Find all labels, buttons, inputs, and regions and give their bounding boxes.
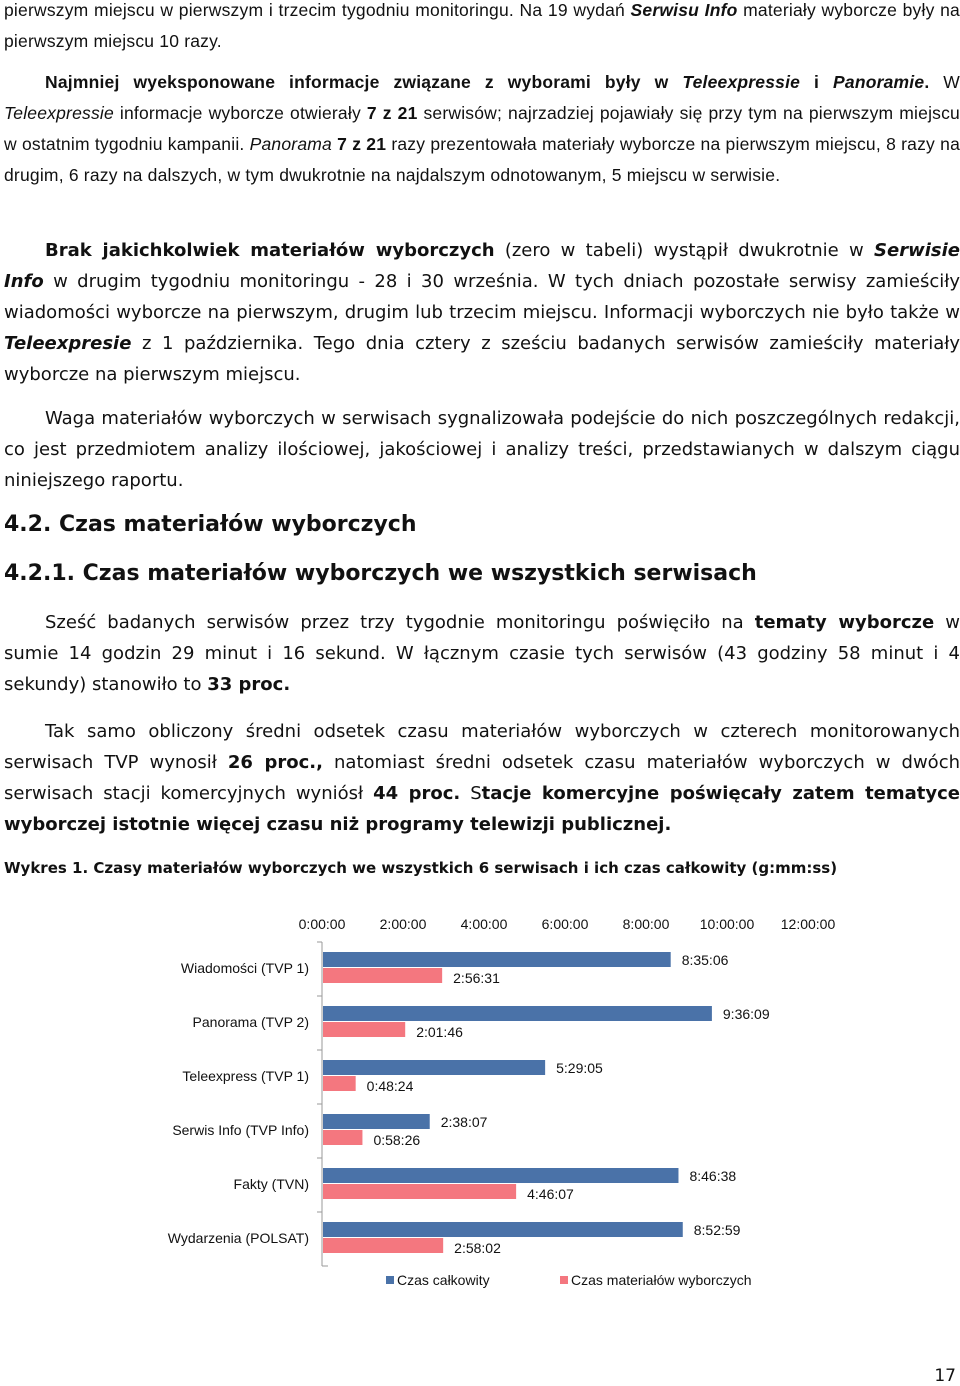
service-name: Serwisie Info: [4, 240, 960, 292]
text: Najmniej wyeksponowane informacje związane z wyborami były w: [45, 72, 683, 92]
bar-chart: [0, 900, 960, 1310]
bar-label-total: 8:46:38: [689, 1168, 737, 1184]
caption-text: Czasy materiałów wyborczych we wszystkich 6 serwisach i ich czas całkowity (g:mm:ss): [88, 859, 838, 877]
bar-label-total: 2:38:07: [440, 1114, 488, 1130]
x-tick-label: 6:00:00: [541, 916, 589, 932]
paragraph-2: [4, 67, 960, 191]
percentage: 26 proc.,: [227, 752, 323, 773]
chart: [0, 900, 960, 1310]
text: tacje komercyjne poświęcały zatem tematyce wyborczej istotnie więcej czasu niż programy telewizji publicznej.: [4, 783, 960, 835]
bar-label-total: 9:36:09: [722, 1006, 770, 1022]
category-label: Fakty (TVN): [233, 1176, 309, 1192]
category-label: Wydarzenia (POLSAT): [167, 1230, 309, 1246]
section-heading: 4.2. Czas materiałów wyborczych: [4, 512, 417, 537]
legend-swatch-total: [386, 1276, 394, 1284]
text: w drugim tygodniu monitoringu - 28 i 30 września.: [43, 271, 548, 292]
service-name: Panorama: [249, 134, 332, 154]
service-name: Teleexpresie: [4, 333, 132, 354]
percentage: 44 proc.: [373, 783, 461, 804]
percentage: 33 proc.: [207, 674, 291, 695]
text: (zero w tabeli) wystąpił dwukrotnie w: [494, 240, 875, 261]
bar-label-total: 8:52:59: [693, 1222, 741, 1238]
paragraph-6: [4, 716, 960, 840]
x-tick-label: 10:00:00: [699, 916, 755, 932]
x-tick-label: 8:00:00: [622, 916, 670, 932]
text: Brak jakichkolwiek materiałów wyborczych: [45, 240, 495, 261]
category-label: Teleexpress (TVP 1): [182, 1068, 309, 1084]
service-name: Teleexpressie: [682, 72, 801, 92]
bar-label-election: 4:46:07: [527, 1186, 574, 1202]
x-tick-label: 0:00:00: [298, 916, 346, 932]
bar-label-total: 5:29:05: [556, 1060, 603, 1076]
text: razy prezentowała materiały wyborcze na pierwszym miejscu, 8 razy na drugim, 6 razy na dalszych, w tym dwukrotnie na najdalszym odnotowanym, 5 miejscu w serwisie.: [4, 134, 960, 185]
bar-total-time: [323, 1060, 545, 1075]
legend-swatch-election: [560, 1276, 568, 1284]
text: Waga materiałów wyborczych w serwisach sygnalizowała podejście do nich poszczególnych redakcji, co jest przedmiotem analizy ilościowej, jakościowej i analizy treści, przedstawianych w dalszym ciągu niniejszego raportu.: [4, 408, 960, 491]
chart-caption: [4, 859, 837, 877]
x-tick-label: 4:00:00: [460, 916, 508, 932]
bar-label-total: 8:35:06: [681, 952, 729, 968]
bar-election-time: [323, 1184, 516, 1199]
bar-election-time: [323, 1238, 443, 1253]
bar-total-time: [323, 1168, 678, 1183]
text: S: [460, 783, 482, 804]
service-name: Panoramie: [833, 72, 925, 92]
legend-label-total: Czas całkowity: [397, 1272, 490, 1288]
paragraph-1: [4, 0, 960, 57]
paragraph-5: [4, 607, 960, 700]
service-name: Teleexpressie: [4, 103, 114, 123]
bar-total-time: [323, 1222, 683, 1237]
text: .: [924, 72, 930, 92]
bar-election-time: [323, 1022, 405, 1037]
text: pierwszym miejscu w pierwszym i trzecim tygodniu monitoringu. Na 19 wydań: [4, 0, 631, 20]
bar-total-time: [323, 952, 671, 967]
text: Sześć badanych serwisów przez trzy tygodnie monitoringu poświęciło na: [45, 612, 755, 633]
count: 7 z 21: [366, 103, 418, 123]
bar-label-election: 2:58:02: [454, 1240, 501, 1256]
bar-election-time: [323, 968, 442, 983]
bar-election-time: [323, 1130, 362, 1145]
bar-label-election: 0:48:24: [366, 1078, 414, 1094]
caption-prefix: Wykres 1.: [4, 859, 89, 877]
paragraph-4: [4, 403, 960, 496]
text: w sumie 14 godzin 29 minut i 16 sekund. W łącznym czasie tych serwisów (43 godziny 58 minut i 4 sekundy) stanowiło to: [4, 612, 960, 695]
text: W: [929, 72, 960, 92]
text: informacje wyborcze otwierały: [113, 103, 367, 123]
text: z 1 października. Tego dnia cztery z sześciu badanych serwisów zamieściły materiały wyborcze na pierwszym miejscu.: [4, 333, 960, 385]
bar-label-election: 2:01:46: [416, 1024, 463, 1040]
text: Tak samo obliczony średni odsetek czasu materiałów wyborczych w czterech monitorowanych serwisach TVP wynosił: [4, 721, 960, 773]
text: materiały wyborcze były na pierwszym miejscu 10 razy.: [4, 0, 960, 51]
x-tick-label: 12:00:00: [780, 916, 836, 932]
text: i: [800, 72, 834, 92]
text: W tych dniach pozostałe serwisy zamieściły wiadomości wyborcze na pierwszym, drugim lub trzecim miejscu. Informacji wyborczych nie było także w: [4, 271, 960, 323]
category-label: Serwis Info (TVP Info): [172, 1122, 309, 1138]
page-number: 17: [934, 1366, 956, 1386]
count: 7 z 21: [337, 134, 387, 154]
text: serwisów; najrzadziej pojawiały się przy tym na pierwszym miejscu w ostatnim tygodniu kampanii.: [4, 103, 960, 154]
x-tick-label: 2:00:00: [379, 916, 427, 932]
bar-label-election: 0:58:26: [373, 1132, 421, 1148]
service-name: Serwisu Info: [630, 0, 738, 20]
bar-total-time: [323, 1006, 712, 1021]
bar-label-election: 2:56:31: [453, 970, 500, 986]
legend-label-election: Czas materiałów wyborczych: [571, 1272, 752, 1288]
text: tematy wyborcze: [754, 612, 935, 633]
paragraph-3: [4, 235, 960, 390]
text: natomiast średni odsetek czasu materiałów wyborczych w dwóch serwisach stacji komercyjnych wyniósł: [4, 752, 960, 804]
subsection-heading: 4.2.1. Czas materiałów wyborczych we wszystkich serwisach: [4, 561, 757, 586]
bar-election-time: [323, 1076, 356, 1091]
bar-total-time: [323, 1114, 430, 1129]
category-label: Wiadomości (TVP 1): [180, 960, 309, 976]
category-label: Panorama (TVP 2): [192, 1014, 309, 1030]
